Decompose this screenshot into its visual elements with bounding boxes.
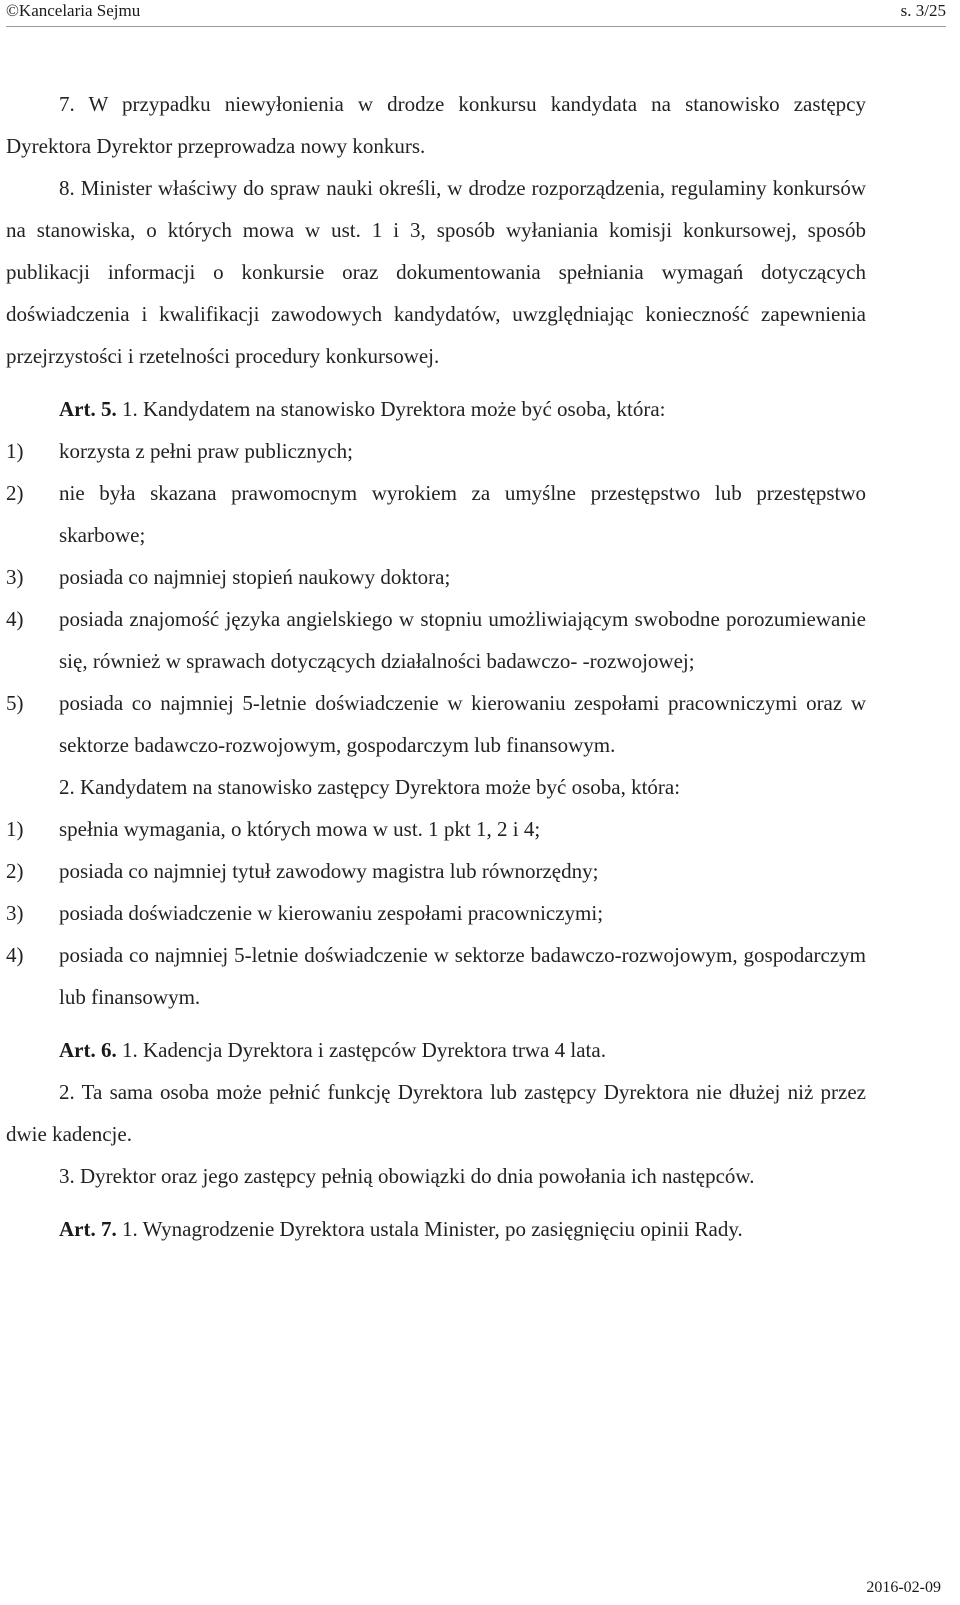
list-item	[6, 892, 866, 934]
list-item	[6, 682, 866, 766]
paragraph-ust-8: 8. Minister właściwy do spraw nauki określi, w drodze rozporządzenia, regulaminy konkursów na stanowiska, o których mowa w ust. 1 i 3, sposób wyłaniania komisji konkursowej, sposób publikacji informacji o konkursie oraz dokumentowania spełniania wymagań dotyczących doświadczenia i kwalifikacji zawodowych kandydatów, uwzględniając konieczność zapewnienia przejrzystości i rzetelności procedury konkursowej.	[6, 176, 866, 368]
list-item	[6, 598, 866, 682]
art-7-ust-1	[6, 1208, 866, 1250]
art-5-ust-2-list	[6, 808, 866, 1018]
list-item	[6, 934, 866, 1018]
art-5-ust-2: 2. Kandydatem na stanowisko zastępcy Dyrektora może być osoba, która:	[59, 775, 681, 799]
list-item-number: 2)	[6, 481, 24, 505]
list-item	[6, 556, 866, 598]
art-6-ust-1	[6, 1029, 866, 1071]
list-item-number: 3)	[6, 565, 24, 589]
list-item-text: posiada doświadczenie w kierowaniu zespołami pracowniczymi;	[59, 901, 604, 925]
art-6-ust-1-text: 1. Kadencja Dyrektora i zastępców Dyrektora trwa 4 lata.	[121, 1038, 606, 1062]
list-item-text: spełnia wymagania, o których mowa w ust. 1 pkt 1, 2 i 4;	[59, 817, 541, 841]
list-item	[6, 430, 866, 472]
list-item-text: korzysta z pełni praw publicznych;	[59, 439, 353, 463]
art-7-ust-1-text: 1. Wynagrodzenie Dyrektora ustala Minister, po zasięgnięciu opinii Rady.	[121, 1217, 743, 1241]
art-6-heading: Art. 6.	[59, 1038, 117, 1062]
art-5-heading: Art. 5.	[59, 397, 117, 421]
list-item-number: 5)	[6, 691, 24, 715]
footer-date: 2016-02-09	[866, 1579, 941, 1596]
art-5-ust-1-list	[6, 430, 866, 766]
list-item-text: posiada co najmniej stopień naukowy doktora;	[59, 565, 451, 589]
list-item-text: posiada co najmniej tytuł zawodowy magistra lub równorzędny;	[59, 859, 599, 883]
list-item-number: 3)	[6, 901, 24, 925]
list-item-number: 2)	[6, 859, 24, 883]
paragraph-ust-7: 7. W przypadku niewyłonienia w drodze konkursu kandydata na stanowisko zastępcy Dyrektora Dyrektor przeprowadza nowy konkurs.	[6, 92, 866, 158]
list-item-text: nie była skazana prawomocnym wyrokiem za umyślne przestępstwo lub przestępstwo skarbowe;	[59, 481, 866, 547]
list-item	[6, 472, 866, 556]
document-body	[6, 83, 866, 1250]
art-7-heading: Art. 7.	[59, 1217, 117, 1241]
list-item-text: posiada co najmniej 5-letnie doświadczenie w sektorze badawczo-rozwojowym, gospodarczym lub finansowym.	[59, 943, 866, 1009]
list-item	[6, 808, 866, 850]
page-header	[6, 0, 946, 27]
art-5-ust-1-text: 1. Kandydatem na stanowisko Dyrektora może być osoba, która:	[121, 397, 666, 421]
art-5-ust-1	[6, 388, 866, 430]
list-item-text: posiada co najmniej 5-letnie doświadczenie w kierowaniu zespołami pracowniczymi oraz w sektorze badawczo-rozwojowym, gospodarczym lub finansowym.	[59, 691, 866, 757]
list-item-number: 4)	[6, 607, 24, 631]
list-item-text: posiada znajomość języka angielskiego w stopniu umożliwiającym swobodne porozumiewanie się, również w sprawach dotyczących działalności badawczo- -rozwojowej;	[59, 607, 866, 673]
list-item-number: 1)	[6, 439, 24, 463]
copyright-link[interactable]: ©Kancelaria Sejmu	[6, 1, 141, 20]
page-number-link[interactable]: s. 3/25	[900, 1, 946, 20]
list-item	[6, 850, 866, 892]
art-6-ust-3: 3. Dyrektor oraz jego zastępcy pełnią obowiązki do dnia powołania ich następców.	[59, 1164, 755, 1188]
list-item-number: 4)	[6, 943, 24, 967]
art-6-ust-2: 2. Ta sama osoba może pełnić funkcję Dyrektora lub zastępcy Dyrektora nie dłużej niż przez dwie kadencje.	[6, 1080, 866, 1146]
list-item-number: 1)	[6, 817, 24, 841]
